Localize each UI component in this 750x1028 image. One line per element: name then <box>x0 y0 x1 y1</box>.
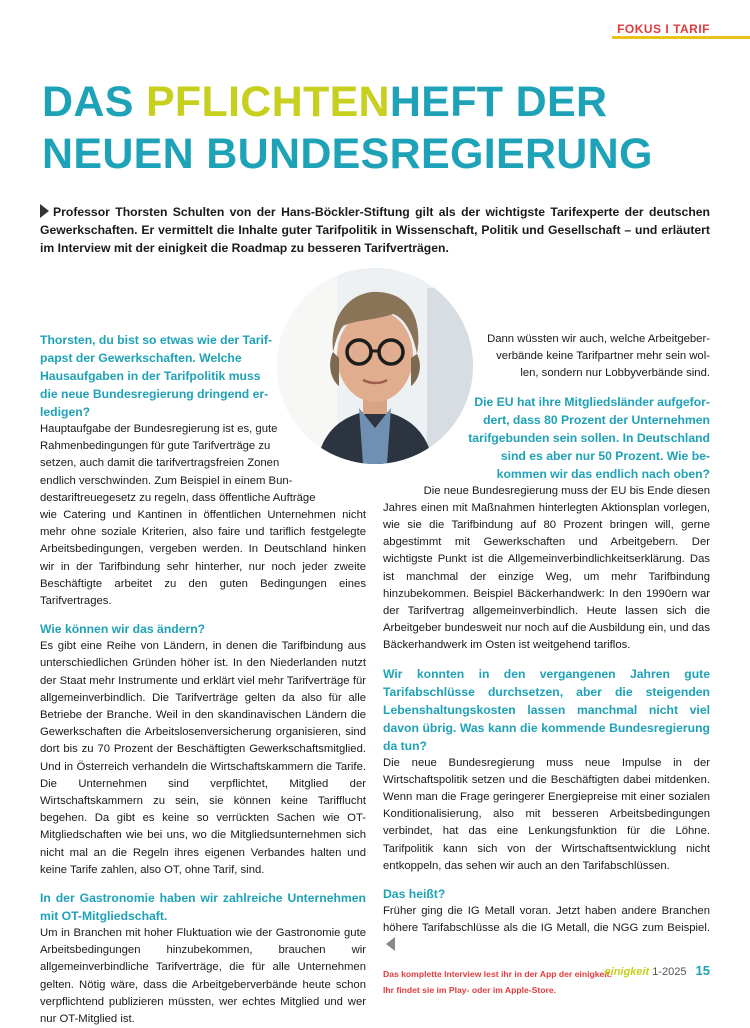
question-2: Wie können wir das ändern? <box>40 622 206 637</box>
app-note-1: Das komplette Interview lest ihr in der App der einigkeit. <box>383 968 612 979</box>
title-highlight: PFLICHTEN <box>145 78 390 126</box>
page-footer <box>605 963 710 978</box>
right-column <box>383 331 710 998</box>
title-part-1: DAS <box>42 78 146 126</box>
title-part-2: HEFT DER NEUEN BUNDESREGIERUNG <box>42 78 653 178</box>
page-number: 15 <box>695 963 710 978</box>
answer-1: Hauptaufgabe der Bundesregierung ist es, gute Rahmenbedingungen für gute Tarifverträge zu setzen, auch damit die tarifvertragsfreien Zonen endlich verschwinden. Zum Beispiel in einem Bun- destariftreuegesetz zu regeln, dass öffentliche Aufträge <box>40 423 316 504</box>
question-1: Thorsten, du bist so etwas wie der Tarif- papst der Gewerkschaften. Welche Hausaufgaben in der Tarifpolitik muss die neue Bundesregierung dringend er- ledigen? <box>40 333 273 419</box>
intro-lead <box>40 203 710 257</box>
footer-brand: einigkeit <box>604 966 650 978</box>
answer-3-continued: Dann wüssten wir auch, welche Arbeitgeber- verbände keine Tarifpartner mehr sein wol- len, sondern nur Lobbyverbände sind. <box>487 333 710 380</box>
bullet-arrow-icon <box>40 204 49 218</box>
answer-4-first-line: Die neue Bundesregierung muss der EU bis Ende diesen <box>423 484 710 497</box>
answer-4: Jahres einen mit Maßnahmen hinterlegten Aktionsplan vorlegen, wie sie die Tarifbindung auf 80 Prozent bringen will, gerne abgestimmt mit Gewerkschaften und Arbeitgebern. Der wichtigste Punkt ist die Allgemeinverbindlichkeitserklärung. Das ist manchmal der einzige Weg, um mehr Tarifbindung hinzubekommen. Beispiel Bäckerhandwerk: In den 1990ern war der Tarifvertrag allgemeinverbindlich. Heute lassen sich die Arbeitgeber bundesweit nur noch auf die Ausbildung ein, und das Bäckerhandwerk im Osten ist weitgehend tariflos. <box>383 501 710 652</box>
answer-3: Um in Branchen mit hoher Fluktuation wie der Gastronomie gute Arbeitsbedingungen hinzubekommen, brauchen wir allgemeinverbindliche Tarifverträge, die für alle Unternehmen gelten. Nötig wäre, dass die Arbeitgeberverbände heute schon verpflichtend publizieren müssten, wer echtes Mitglied und wer nur OT-Mitglied ist. <box>40 927 366 1026</box>
answer-2: Es gibt eine Reihe von Ländern, in denen die Tarifbindung aus unterschiedlichen Gründen höher ist. In den Niederlanden nutzt der Staat mehr Instrumente und erklärt viel mehr Tarifverträge für allgemeinverbindlich. Die Tarifverträge gelten da also für alle Betriebe der Branche. Weil in den skandinavischen Ländern die Gewerkschaften die Arbeitslosenversicherung organisieren, sind dort bis zu 70 Prozent der Beschäftigten Gewerkschaftsmitglied. Und in Österreich verhandeln die Wirtschaftskammern die Tarife. Die Unternehmen sind verpflichtet, Mitglied der Wirtschaftskammern zu sein, sie können keine Tarifflucht begehen. Da gibt es keine so verrückten Sachen wie OT-Mitgliedschaften wie bei uns, wo die Mitgliedsunternehmen sich nicht mal an die Regeln ihres eigenen Verbandes halten und keine Tarife zahlen, also OT, ohne Tarif, sind. <box>40 640 366 876</box>
answer-5: Die neue Bundesregierung muss neue Impulse in der Wirtschaftspolitik setzen und die Beschäftigten dabei mitdenken. Wenn man die Frage geringerer Energiepreise mit einer sozialen Konditionalisierung, also mit besseren Arbeitsbedingungen verbindet, hat das eine Lenkungsfunktion für die Löhne. Tarifpolitik kann sich von der Wirtschaftsentwicklung nicht entkoppeln, das sehen wir auch an den Tarifabschlüssen. <box>383 756 710 872</box>
app-note-2: Ihr findet sie im Play- oder im Apple-Store. <box>383 984 557 995</box>
footer-issue: 1-2025 <box>652 966 687 978</box>
page-title <box>42 76 722 180</box>
question-3: In der Gastronomie haben wir zahlreiche Unternehmen mit OT-Mitgliedschaft. <box>40 891 366 924</box>
question-4: Die EU hat ihre Mitgliedsländer aufgefor- dert, dass 80 Prozent der Unternehmen tarifgebunden sein sollen. In Deutschland sind es aber nur 50 Prozent. Wie be- kommen wir das endlich nach oben? <box>468 394 710 481</box>
intro-text: Professor Thorsten Schulten von der Hans-Böckler-Stiftung gilt als der wichtigste Tarifexperte der deutschen Gewerkschaften. Er vermittelt die Inhalte guter Tarifpolitik in Wissenschaft, Politik und Gesellschaft – und erläutert im Interview mit der einigkeit die Roadmap zu besseren Tarifverträgen. <box>40 205 710 255</box>
question-6: Das heißt? <box>383 887 446 902</box>
question-5: Wir konnten in den vergangenen Jahren gute Tarifabschlüsse durchsetzen, aber die steigenden Lebenshaltungskosten lassen manchmal nicht viel davon übrig. Was kann die kommende Bundesregierung da tun? <box>383 666 710 753</box>
left-column <box>40 331 366 1028</box>
answer-6: Früher ging die IG Metall voran. Jetzt haben andere Branchen höhere Tarifabschlüsse als die IG Metall, die NGG zum Beispiel. <box>383 903 710 956</box>
section-rubric: FOKUS I TARIF <box>617 22 710 36</box>
rubric-rule <box>612 36 750 39</box>
end-mark-icon <box>386 937 395 951</box>
answer-1-continued: wie Catering und Kantinen in öffentlichen Unternehmen nicht mehr ohne soziale Kriterien, also faire und tariflich festgelegte Arbeitsbedingungen, vergeben werden. In Deutschland hinken wir in der Tarifbindung sehr hinterher, nur noch jeder zweite Beschäftigte arbeitet zu den guten Bedingungen eines Tarifvertrages. <box>40 509 366 608</box>
